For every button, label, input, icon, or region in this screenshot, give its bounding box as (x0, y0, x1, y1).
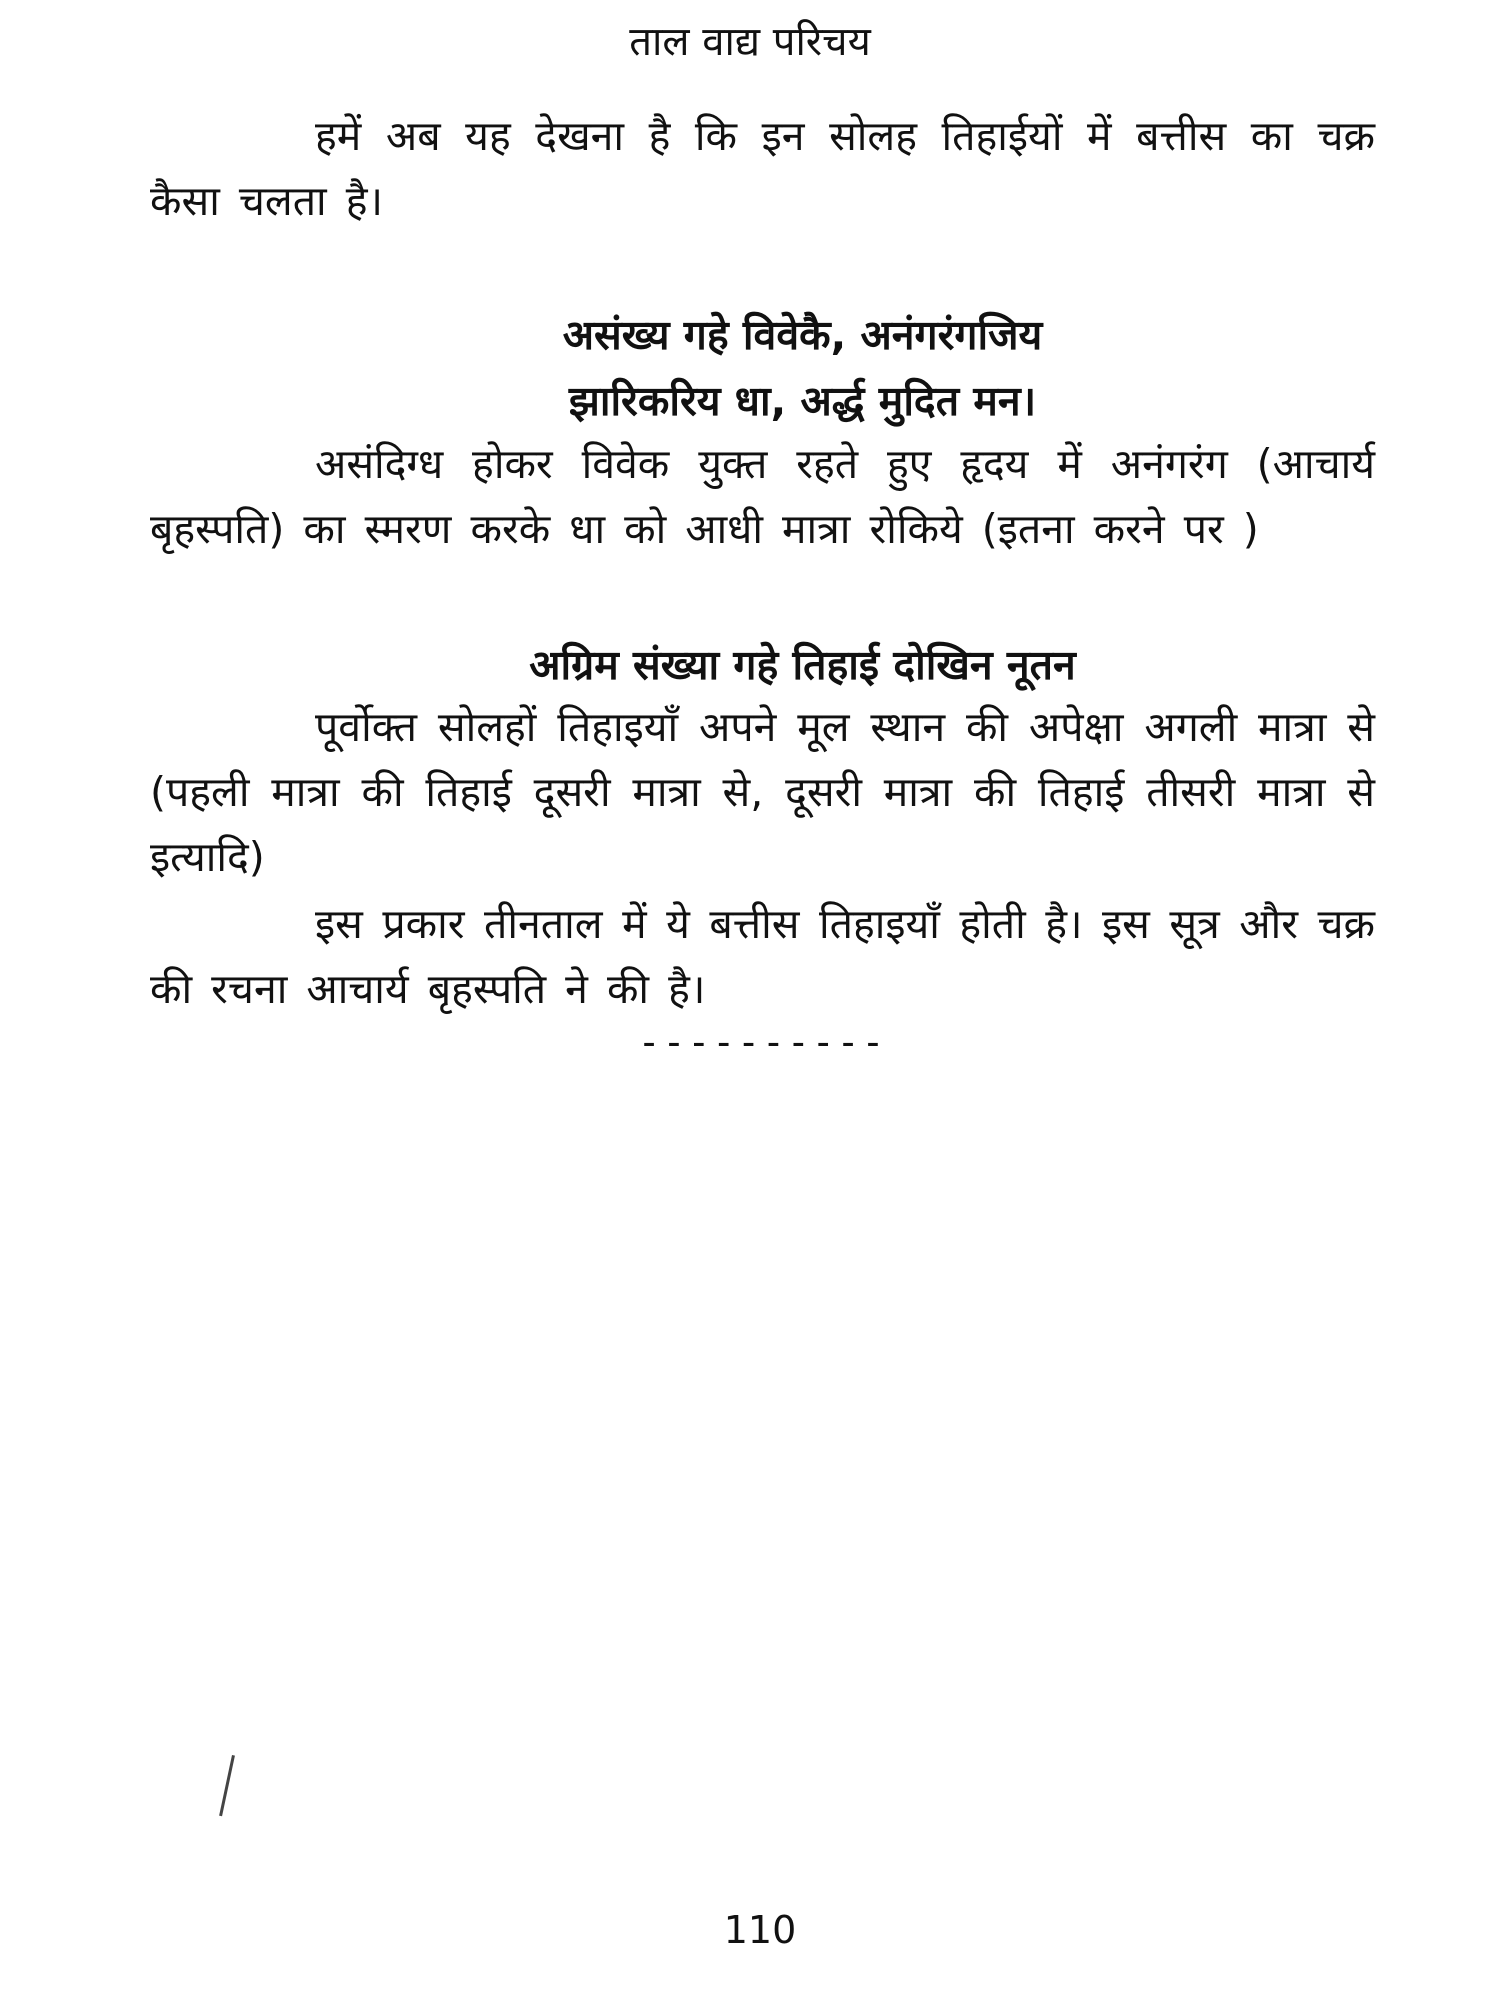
paragraph-conclusion (150, 892, 1375, 1022)
section-divider: ---------- (637, 1020, 887, 1064)
verse-block-2 (150, 632, 1375, 698)
verse-line-3: अग्रिम संख्या गहे तिहाई दोखिन नूतन (529, 641, 1076, 689)
paragraph-text: इस प्रकार तीनताल में ये बत्तीस तिहाइयाँ होती है। इस सूत्र और चक्र की रचना आचार्य बृहस्पति ने की है। (150, 900, 1375, 1013)
page-number: 110 (723, 1908, 797, 1952)
verse-line-2: झारिकरिय धा, अर्द्ध मुदित मन। (568, 377, 1037, 425)
running-head: ताल वाद्य परिचय (629, 19, 871, 65)
verse-line-1: असंख्य गहे विवेकै, अनंगरंगजिय (562, 311, 1043, 359)
paragraph-intro (150, 104, 1375, 234)
verse-block-1 (150, 302, 1375, 434)
scan-stray-mark (219, 1755, 235, 1816)
paragraph-text: हमें अब यह देखना है कि इन सोलह तिहाईयों में बत्तीस का चक्र कैसा चलता है। (150, 112, 1375, 225)
paragraph-explanation-1 (150, 432, 1375, 562)
paragraph-text: पूर्वोक्त सोलहों तिहाइयाँ अपने मूल स्थान की अपेक्षा अगली मात्रा से (पहली मात्रा की तिहाई दूसरी मात्रा से, दूसरी मात्रा की तिहाई तीसरी मात्रा से इत्यादि) (150, 703, 1375, 881)
paragraph-text: असंदिग्ध होकर विवेक युक्त रहते हुए हृदय में अनंगरंग (आचार्य बृहस्पति) का स्मरण करके धा को आधी मात्रा रोकिये (इतना करने पर ) (150, 440, 1375, 553)
paragraph-explanation-2 (150, 695, 1375, 890)
